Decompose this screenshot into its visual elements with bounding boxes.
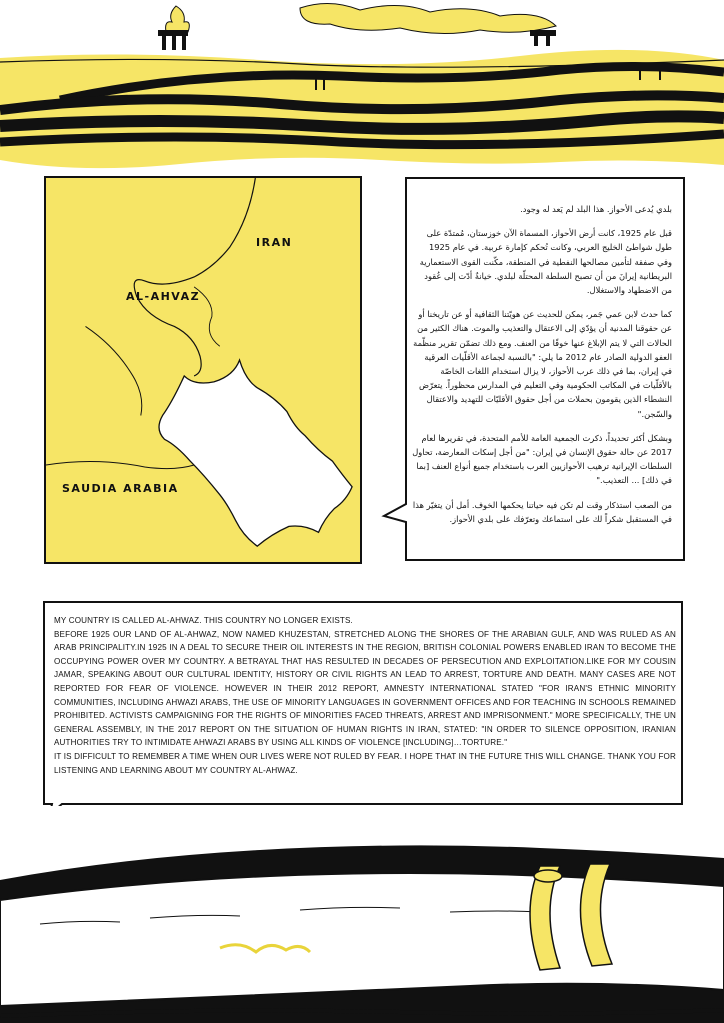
arabic-paragraph: كما حدث لابن عمي جَمر، يمكن للحديث عن هويّتنا الثقافية أو عن تاريخنا أو عن حقوقنا المدنية أن يؤدّي إلى الاعتقال والتعذيب والموت. هناك الكثير من الحالات التي لا يتم الإبلاغ عنها خوفًا من العنف. ومع ذلك تضمّن تقرير منظّمة العفو الدولية الصادر عام 2012 ما يلي: "بالنسبة لجماعة الأقلّيات العرقية في إيران، بما في ذلك عرب الأحواز، لا يزال استخدام اللغات الخاصّة بالأقلّيات في المكاتب الحكومية وفي التعليم في المدارس محظوراً. يتعرّض النشطاء الذين يقومون بحملات من أجل حقوق الأقليّات للتهديد والاعتقال والسّجن." [413,309,672,419]
arabic-paragraph: بلدي يُدعى الأحواز. هذا البلد لم يَعد له وجود. [520,204,672,214]
english-paragraph: MY COUNTRY IS CALLED AL-AHWAZ. THIS COUNTRY NO LONGER EXISTS. [54,616,353,625]
map-label-saudia-arabia: SAUDIA ARABIA [62,482,179,495]
arabic-text-block [412,202,672,536]
map-label-iran: IRAN [256,236,293,249]
english-paragraph: IT IS DIFFICULT TO REMEMBER A TIME WHEN OUR LIVES WERE NOT RULED BY FEAR. I HOPE THAT IN THE FUTURE THIS WILL CHANGE. THANK YOU FOR LISTENING AND LEARNING ABOUT MY COUNTRY AL-AHWAZ. [54,751,676,775]
english-speech-bubble [44,602,682,804]
arabic-speech-bubble [404,178,682,562]
arabic-paragraph: قبل عام 1925، كانت أرض الأحواز، المسماة الآن خوزستان، مُمتدّة على طول شواطئ الخليج العربي، وكانت تُحكم كإمارة عربية. في عام 1925 وفي صفقة لتأمين مصالحها النفطية في المنطقة، مكّنت القوى الاستعمارية البريطانية إيرانَ من أن تصبح السلطة المحتلّة لبلدي. خيانةٌ أدّت إلى عُقود من الاضطهاد والاستغلال. [419,228,672,296]
english-text-block [54,614,676,777]
map-label-al-ahvaz: AL-AHVAZ [126,290,201,303]
arabic-paragraph: من الصعب استذكار وقت لم تكن فيه حياتنا يحكمها الخوف. أمل أن يتغيّر هذا في المستقبل شكراً لك على استماعك وتعرّفك على بلدي الأحواز. [412,499,672,524]
pipeline-closeup-illustration [0,840,724,1023]
english-paragraph: BEFORE 1925 OUR LAND OF AL-AHWAZ, NOW NAMED KHUZESTAN, STRETCHED ALONG THE SHORES OF THE ARABIAN GULF, AND WAS RULED AS AN ARAB PRINCIPALITY.IN 1925 IN A DEAL TO SECURE THEIR OIL INTERESTS IN THE REGION, BRITISH COLONIAL POWERS ENABLED IRAN TO BECOME THE OCCUPYING POWER OVER MY COUNTRY. A BETRAYAL THAT HAS RESULTED IN DECADES OF PERSECUTION AND EXPLOITATION.LIKE FOR MY COUSIN JAMAR, SPEAKING ABOUT OUR CULTURAL IDENTITY, HISTORY OR CIVIL RIGHTS AN LEAD TO ARREST, TORTURE AND DEATH. MANY CASES ARE NOT REPORTED FOR FEAR OF VIOLENCE. HOWEVER IN THEIR 2012 REPORT, AMNESTY INTERNATIONAL STATED "FOR IRAN'S ETHNIC MINORITY COMMUNITIES, INCLUDING AHWAZI ARABS, THE USE OF MINORITY LANGUAGES IN GOVERNMENT OFFICES AND FOR TEACHING IN SCHOOLS REMAINED PROHIBITED. ACTIVISTS CAMPAIGNING FOR THE RIGHTS OF MINORITIES FACED THREATS, ARREST AND IMPRISONMENT." MORE SPECIFICALLY, THE UN GENERAL ASSEMBLY, IN THE 2017 REPORT ON THE SITUATION OF HUMAN RIGHTS IN IRAN, STATED: "IN ORDER TO SILENCE OPPOSITION, IRANIAN AUTHORITIES TRY TO INTIMIDATE AHWAZI ARABS BY USING ALL KINDS OF VIOLENCE [INCLUDING]…TORTURE." [54,629,676,748]
smoke-cloud-icon [300,3,556,46]
gas-flare-stack-icon [158,6,189,50]
map-illustration [46,178,360,562]
arabic-paragraph: وبشكل أكثر تحديداً، ذكرت الجمعية العامة للأمم المتحدة، في تقريرها لعام 2017 عن حالة حقوق الإنسان في إيران: "من أجل إسكات المعارضة، تحاول السلطات الإيرانية ترهيب الأحوازيين العرب باستخدام جميع أنواع العنف [بما في ذلك] ... التعذيب." [412,432,672,486]
oilfield-pipeline-illustration [0,0,724,170]
map-panel [44,176,362,564]
